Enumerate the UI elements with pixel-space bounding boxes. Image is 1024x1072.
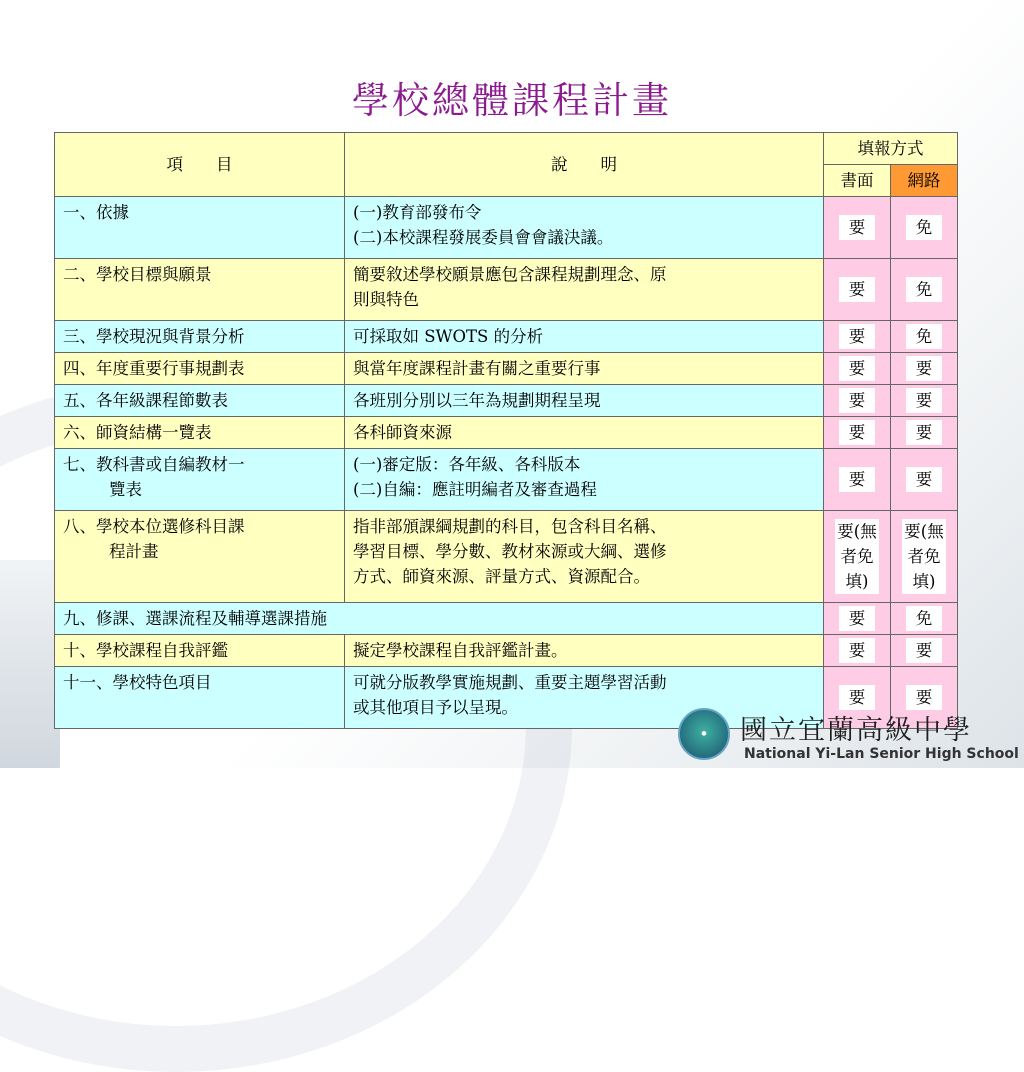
row-1-web <box>891 197 958 259</box>
row-4-desc: 與當年度課程計畫有關之重要行事 <box>345 353 824 385</box>
row-5-paper <box>824 385 891 417</box>
row-10-desc: 擬定學校課程自我評鑑計畫。 <box>345 635 824 667</box>
page-title: 學校總體課程計畫 <box>352 79 672 122</box>
header-desc: 說 明 <box>345 133 824 197</box>
row-1-desc-line-1: (一)教育部發布令 <box>353 203 482 222</box>
row-2-desc-line-1: 簡要敘述學校願景應包含課程規劃理念、原 <box>353 265 667 284</box>
row-8-desc-line-1: 指非部頒課綱規劃的科目，包含科目名稱、 <box>353 517 667 536</box>
row-11-item: 十一、學校特色項目 <box>55 667 345 729</box>
row-7-desc-line-1: (一)審定版：各年級、各科版本 <box>353 455 581 474</box>
row-8-paper <box>824 511 891 603</box>
row-10-paper-value: 要 <box>839 638 876 663</box>
row-1-paper <box>824 197 891 259</box>
row-9-item: 九、修課、選課流程及輔導選課措施 <box>55 603 824 635</box>
row-8-web-line-1: 要(無 <box>904 522 944 541</box>
background-pillar <box>0 560 60 768</box>
row-1-item: 一、依據 <box>55 197 345 259</box>
row-2-paper-value: 要 <box>839 277 876 302</box>
row-7-paper <box>824 449 891 511</box>
row-1-paper-value: 要 <box>839 215 876 240</box>
row-2-web <box>891 259 958 321</box>
row-11-paper-value: 要 <box>839 685 876 710</box>
row-7-web-value: 要 <box>906 467 943 492</box>
row-2-item: 二、學校目標與願景 <box>55 259 345 321</box>
row-2-desc <box>345 259 824 321</box>
row-6-paper-value: 要 <box>839 420 876 445</box>
row-10-web <box>891 635 958 667</box>
row-9-paper <box>824 603 891 635</box>
row-1-desc-line-2: (二)本校課程發展委員會會議決議。 <box>353 228 614 247</box>
row-9-paper-value: 要 <box>839 606 876 631</box>
header-item: 項 目 <box>55 133 345 197</box>
row-6-paper <box>824 417 891 449</box>
row-8-paper-line-2: 者免 <box>840 547 874 566</box>
row-1-desc <box>345 197 824 259</box>
row-3-desc: 可採取如 SWOTS 的分析 <box>345 321 824 353</box>
row-3-item: 三、學校現況與背景分析 <box>55 321 345 353</box>
row-3-paper <box>824 321 891 353</box>
row-8-web-value <box>902 519 945 594</box>
row-5-paper-value: 要 <box>839 388 876 413</box>
row-5-desc: 各班別分別以三年為規劃期程呈現 <box>345 385 824 417</box>
row-2-desc-line-2: 則與特色 <box>353 290 419 309</box>
row-8-desc <box>345 511 824 603</box>
row-7-desc-line-2: (二)自編：應註明編者及審查過程 <box>353 480 597 499</box>
row-7-item <box>55 449 345 511</box>
row-6-item: 六、師資結構一覽表 <box>55 417 345 449</box>
row-6-desc: 各科師資來源 <box>345 417 824 449</box>
row-3-web <box>891 321 958 353</box>
row-8-desc-line-3: 方式、師資來源、評量方式、資源配合。 <box>353 567 650 586</box>
header-paper: 書面 <box>824 165 891 197</box>
row-8-paper-line-3: 填) <box>845 572 869 591</box>
row-9-web <box>891 603 958 635</box>
row-11-desc-line-2: 或其他項目予以呈現。 <box>353 698 518 717</box>
row-4-paper-value: 要 <box>839 356 876 381</box>
row-4-web-value: 要 <box>906 356 943 381</box>
row-8-paper-value <box>835 519 878 594</box>
row-7-paper-value: 要 <box>839 467 876 492</box>
row-7-web <box>891 449 958 511</box>
row-8-web <box>891 511 958 603</box>
row-4-web <box>891 353 958 385</box>
row-2-paper <box>824 259 891 321</box>
school-name-en: National Yi-Lan Senior High School <box>744 746 1019 762</box>
header-web: 網路 <box>891 165 958 197</box>
row-10-item: 十、學校課程自我評鑑 <box>55 635 345 667</box>
row-10-paper <box>824 635 891 667</box>
row-7-item-line-1: 七、教科書或自編教材一 <box>63 455 245 474</box>
row-5-web-value: 要 <box>906 388 943 413</box>
row-2-web-value: 免 <box>906 277 943 302</box>
row-8-desc-line-2: 學習目標、學分數、教材來源或大綱、選修 <box>353 542 667 561</box>
row-4-paper <box>824 353 891 385</box>
row-6-web <box>891 417 958 449</box>
school-name-zh: 國立宜蘭高級中學 <box>740 715 972 746</box>
row-8-item-line-2: 程計畫 <box>109 542 159 561</box>
row-7-item-line-2: 覽表 <box>109 480 142 499</box>
school-seal-icon: ● <box>678 708 730 760</box>
row-3-web-value: 免 <box>906 324 943 349</box>
row-3-paper-value: 要 <box>839 324 876 349</box>
row-8-item <box>55 511 345 603</box>
row-8-item-line-1: 八、學校本位選修科目課 <box>63 517 245 536</box>
row-4-item: 四、年度重要行事規劃表 <box>55 353 345 385</box>
row-10-web-value: 要 <box>906 638 943 663</box>
school-logo <box>676 706 1019 766</box>
row-8-web-line-3: 填) <box>912 572 936 591</box>
curriculum-plan-table <box>54 132 958 729</box>
row-5-item: 五、各年級課程節數表 <box>55 385 345 417</box>
row-11-desc-line-1: 可就分版教學實施規劃、重要主題學習活動 <box>353 673 667 692</box>
row-7-desc <box>345 449 824 511</box>
row-6-web-value: 要 <box>906 420 943 445</box>
row-9-web-value: 免 <box>906 606 943 631</box>
row-1-web-value: 免 <box>906 215 943 240</box>
row-11-web-value: 要 <box>906 685 943 710</box>
header-method: 填報方式 <box>824 133 958 165</box>
row-8-web-line-2: 者免 <box>907 547 941 566</box>
row-8-paper-line-1: 要(無 <box>837 522 877 541</box>
row-5-web <box>891 385 958 417</box>
